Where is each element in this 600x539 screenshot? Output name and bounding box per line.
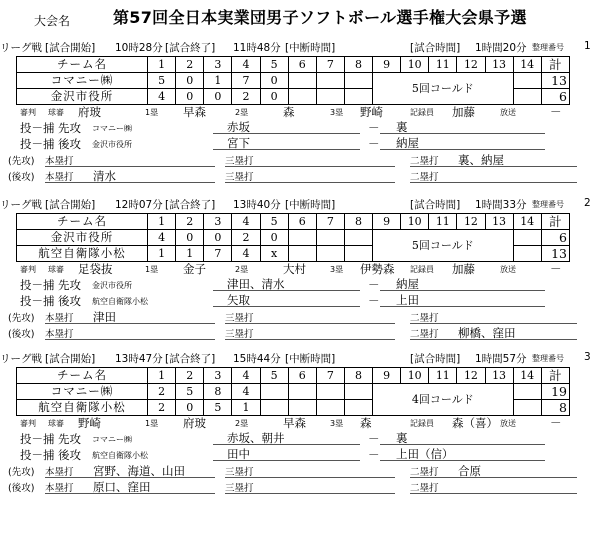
catcher-names: 納屋 [396,136,419,150]
inning-score: 0 [204,89,232,105]
double-field [410,479,577,494]
inning-header: 3 [204,214,232,230]
inning-header: 7 [316,368,344,384]
second-base-umpire: 森 [283,105,295,119]
hr-field [45,325,215,340]
double-field [410,325,577,340]
pitcher-catcher-label: 投－捕 [20,278,55,292]
inning-score [288,400,316,416]
inning-score: 1 [204,73,232,89]
inning-score [316,246,344,262]
inning-score: 4 [148,230,176,246]
dash: － [368,137,380,151]
team-name: コマニー㈱ [17,384,148,400]
team-name: 金沢市役所 [17,89,148,105]
team-total: 8 [541,400,569,416]
hr-label: 本塁打 [45,329,74,340]
second-base-umpire-label: 2塁 [235,108,249,117]
inning-header: 13 [485,57,513,73]
inning-score: 1 [232,400,260,416]
pitcher-catcher-label: 投－捕 [20,448,55,462]
inning-score: x [260,246,288,262]
inning-header: 13 [485,214,513,230]
inning-header: 1 [148,214,176,230]
inning-header: 10 [401,57,429,73]
triple-label: 三塁打 [225,313,254,324]
game-block [0,197,600,353]
inning-score: 0 [176,230,204,246]
pitcher-names: 赤坂 [227,120,250,134]
inning-score [316,73,344,89]
triple-label: 三塁打 [225,329,254,340]
catcher-names: 裏 [396,431,408,445]
recorder: 森（喜） [452,416,498,430]
recorder-label: 記録員 [410,419,434,428]
inning-header: 6 [288,57,316,73]
called-game-note: 4回コールド [373,384,514,416]
league-label: リーグ戦 [0,353,42,365]
inning-header: 12 [457,368,485,384]
catcher-field [380,292,545,307]
inning-header: 3 [204,368,232,384]
team-total: 13 [541,73,569,89]
inning-score: 7 [232,73,260,89]
battery-team-name: コマニー㈱ [92,435,132,444]
score-table [16,56,570,105]
inning-score [288,384,316,400]
catcher-field [380,276,545,291]
pitcher-names: 宮下 [227,136,250,150]
end-time: 13時40分 [233,199,281,211]
triple-field [225,152,395,167]
hr-players: 津田 [93,310,116,324]
bottom-label: 後攻 [58,448,81,462]
team-name-header: チーム名 [17,214,148,230]
top-label: 先攻 [58,278,81,292]
inning-score-14 [513,89,541,105]
battery-team-name: 航空自衛隊小松 [92,297,148,306]
called-game-note: 5回コールド [373,73,514,105]
inning-header: 5 [260,368,288,384]
end-time: 11時48分 [233,42,281,54]
triple-field [225,309,395,324]
pitcher-names: 矢取 [227,293,250,307]
inning-header: 2 [176,57,204,73]
umpire-label: 審判 [20,265,36,274]
hr-label: 本塁打 [45,172,74,183]
duration-label: [試合時間] [410,42,461,54]
pitcher-catcher-label: 投－捕 [20,294,55,308]
double-players: 裏、納屋 [458,153,504,167]
broadcast-label: 放送 [500,419,516,428]
team-row [17,73,570,89]
team-name: 航空自衛隊小松 [17,246,148,262]
double-label: 二塁打 [410,313,439,324]
end-time: 15時44分 [233,353,281,365]
team-total: 6 [541,230,569,246]
total-header: 計 [541,214,569,230]
header-row [17,57,570,73]
team-name-header: チーム名 [17,57,148,73]
inning-score [316,400,344,416]
inning-score-14 [513,246,541,262]
recorder: 加藤 [452,105,475,119]
plate-umpire: 足袋抜 [78,262,113,276]
first-base-umpire: 府玻 [183,416,206,430]
pitcher-catcher-label: 投－捕 [20,432,55,446]
catcher-field [380,446,545,461]
score-table [16,367,570,416]
end-label: [試合終了] [165,42,216,54]
catcher-names: 納屋 [396,277,419,291]
top-paren-label: (先攻) [8,467,35,478]
inning-header: 10 [401,368,429,384]
inning-score [316,384,344,400]
catcher-field [380,119,545,134]
game-number: 2 [584,197,591,209]
hr-players: 原口、窪田 [93,480,151,494]
hr-players: 宮野、海道、山田 [93,464,185,478]
end-label: [試合終了] [165,199,216,211]
header-row [17,214,570,230]
broadcast-label: 放送 [500,265,516,274]
pitcher-catcher-label: 投－捕 [20,137,55,151]
team-row [17,230,570,246]
pitcher-names: 赤坂、朝井 [227,431,285,445]
inning-header: 14 [513,214,541,230]
double-label: 二塁打 [410,156,439,167]
duration-label: [試合時間] [410,199,461,211]
plate-umpire-label: 球審 [48,265,64,274]
team-name: 航空自衛隊小松 [17,400,148,416]
interrupt-label: [中断時間] [285,199,336,211]
tournament-label: 大会名 [34,14,71,28]
catcher-names: 上田 [396,293,419,307]
pitcher-names: 津田、清水 [227,277,285,291]
second-base-umpire: 大村 [283,262,306,276]
dash: － [368,294,380,308]
double-players: 柳橋、窪田 [458,326,516,340]
inning-header: 11 [429,368,457,384]
inning-score: 5 [148,73,176,89]
inning-score [344,89,372,105]
battery-team-name: 金沢市役所 [92,281,132,290]
inning-header: 9 [373,57,401,73]
start-label: [試合開始] [45,353,96,365]
hr-field [45,152,215,167]
inning-header: 11 [429,57,457,73]
top-label: 先攻 [58,432,81,446]
team-name-header: チーム名 [17,368,148,384]
league-label: リーグ戦 [0,42,42,54]
inning-header: 9 [373,214,401,230]
double-players: 合原 [458,464,481,478]
top-label: 先攻 [58,121,81,135]
inning-score: 0 [260,73,288,89]
pitcher-field [213,430,360,445]
number-label: 整理番号 [532,200,564,209]
inning-header: 3 [204,57,232,73]
broadcast-label: 放送 [500,108,516,117]
triple-label: 三塁打 [225,172,254,183]
recorder-label: 記録員 [410,108,434,117]
score-table [16,213,570,262]
second-base-umpire-label: 2塁 [235,265,249,274]
umpire-label: 審判 [20,108,36,117]
hr-label: 本塁打 [45,156,74,167]
triple-field [225,479,395,494]
team-total: 19 [541,384,569,400]
inning-header: 4 [232,57,260,73]
top-paren-label: (先攻) [8,156,35,167]
start-label: [試合開始] [45,42,96,54]
catcher-names: 裏 [396,120,408,134]
inning-score [288,246,316,262]
inning-score [288,230,316,246]
inning-header: 8 [344,214,372,230]
recorder-label: 記録員 [410,265,434,274]
triple-label: 三塁打 [225,156,254,167]
start-time: 12時07分 [115,199,163,211]
inning-header: 11 [429,214,457,230]
pitcher-field [213,276,360,291]
inning-header: 14 [513,57,541,73]
team-total: 6 [541,89,569,105]
inning-score [260,400,288,416]
pitcher-field [213,446,360,461]
inning-score: 0 [176,73,204,89]
inning-header: 8 [344,57,372,73]
team-name: 金沢市役所 [17,230,148,246]
plate-umpire: 府玻 [78,105,101,119]
hr-players: 清水 [93,169,116,183]
second-base-umpire: 早森 [283,416,306,430]
duration-time: 1時間57分 [475,353,527,365]
interrupt-label: [中断時間] [285,353,336,365]
inning-header: 2 [176,368,204,384]
third-base-umpire: 森 [360,416,372,430]
dash: － [368,432,380,446]
triple-field [225,168,395,183]
inning-header: 5 [260,214,288,230]
inning-header: 13 [485,368,513,384]
third-base-umpire: 伊勢森 [360,262,395,276]
inning-score [316,89,344,105]
double-field [410,463,577,478]
inning-header: 4 [232,368,260,384]
battery-team-name: コマニー㈱ [92,124,132,133]
duration-time: 1時間20分 [475,42,527,54]
inning-score: 4 [148,89,176,105]
broadcaster: － [550,416,562,430]
inning-header: 4 [232,214,260,230]
inning-header: 7 [316,57,344,73]
battery-team-name: 金沢市役所 [92,140,132,149]
first-base-umpire-label: 1塁 [145,419,159,428]
double-label: 二塁打 [410,329,439,340]
duration-label: [試合時間] [410,353,461,365]
battery-team-name: 航空自衛隊小松 [92,451,148,460]
inning-score [288,73,316,89]
inning-header: 7 [316,214,344,230]
inning-header: 1 [148,57,176,73]
called-game-note: 5回コールド [373,230,514,262]
page-title: 第57回全日本実業団男子ソフトボール選手権大会県予選 [113,8,527,27]
game-block [0,40,600,196]
inning-header: 12 [457,57,485,73]
inning-score: 1 [148,246,176,262]
double-field [410,309,577,324]
inning-score: 0 [260,230,288,246]
number-label: 整理番号 [532,43,564,52]
team-total: 13 [541,246,569,262]
inning-score: 0 [204,230,232,246]
pitcher-field [213,135,360,150]
hr-field [45,309,215,324]
triple-field [225,325,395,340]
third-base-umpire-label: 3塁 [330,108,344,117]
inning-header: 2 [176,214,204,230]
inning-score-14 [513,230,541,246]
number-label: 整理番号 [532,354,564,363]
inning-score-14 [513,384,541,400]
start-time: 10時28分 [115,42,163,54]
second-base-umpire-label: 2塁 [235,419,249,428]
inning-header: 1 [148,368,176,384]
inning-score [316,230,344,246]
inning-score: 0 [176,400,204,416]
inning-score [344,384,372,400]
inning-score [344,246,372,262]
inning-header: 8 [344,368,372,384]
plate-umpire-label: 球審 [48,419,64,428]
inning-score [344,400,372,416]
game-number: 1 [584,40,591,52]
team-name: コマニー㈱ [17,73,148,89]
inning-score [260,384,288,400]
inning-score: 2 [232,89,260,105]
inning-score [344,73,372,89]
start-label: [試合開始] [45,199,96,211]
top-paren-label: (先攻) [8,313,35,324]
inning-header: 6 [288,368,316,384]
triple-label: 三塁打 [225,483,254,494]
inning-score: 2 [148,400,176,416]
double-label: 二塁打 [410,483,439,494]
triple-field [225,463,395,478]
first-base-umpire: 早森 [183,105,206,119]
inning-header: 12 [457,214,485,230]
inning-score: 2 [148,384,176,400]
bottom-paren-label: (後攻) [8,172,35,183]
inning-header: 6 [288,214,316,230]
inning-score [344,230,372,246]
dash: － [368,121,380,135]
recorder: 加藤 [452,262,475,276]
pitcher-field [213,119,360,134]
inning-score: 0 [176,89,204,105]
catcher-field [380,135,545,150]
third-base-umpire-label: 3塁 [330,265,344,274]
game-number: 3 [584,351,591,363]
broadcaster: － [550,262,562,276]
hr-label: 本塁打 [45,483,74,494]
team-row [17,384,570,400]
duration-time: 1時間33分 [475,199,527,211]
inning-score: 7 [204,246,232,262]
inning-header: 9 [373,368,401,384]
inning-header: 10 [401,214,429,230]
inning-score [288,89,316,105]
catcher-names: 上田（信） [396,447,454,461]
bottom-label: 後攻 [58,294,81,308]
broadcaster: － [550,105,562,119]
double-label: 二塁打 [410,172,439,183]
double-label: 二塁打 [410,467,439,478]
inning-score: 4 [232,246,260,262]
bottom-paren-label: (後攻) [8,483,35,494]
first-base-umpire: 金子 [183,262,206,276]
umpire-label: 審判 [20,419,36,428]
inning-score: 5 [176,384,204,400]
hr-label: 本塁打 [45,467,74,478]
total-header: 計 [541,57,569,73]
game-block [0,351,600,507]
dash: － [368,278,380,292]
double-field [410,168,577,183]
hr-label: 本塁打 [45,313,74,324]
hr-field [45,168,215,183]
dash: － [368,448,380,462]
interrupt-label: [中断時間] [285,42,336,54]
inning-score: 1 [176,246,204,262]
inning-score: 4 [232,384,260,400]
catcher-field [380,430,545,445]
inning-score-14 [513,73,541,89]
inning-score: 8 [204,384,232,400]
total-header: 計 [541,368,569,384]
hr-field [45,463,215,478]
hr-field [45,479,215,494]
plate-umpire-label: 球審 [48,108,64,117]
triple-label: 三塁打 [225,467,254,478]
header-row [17,368,570,384]
inning-score: 0 [260,89,288,105]
first-base-umpire-label: 1塁 [145,265,159,274]
pitcher-field [213,292,360,307]
bottom-paren-label: (後攻) [8,329,35,340]
double-field [410,152,577,167]
pitcher-names: 田中 [227,447,250,461]
inning-score-14 [513,400,541,416]
end-label: [試合終了] [165,353,216,365]
start-time: 13時47分 [115,353,163,365]
pitcher-catcher-label: 投－捕 [20,121,55,135]
third-base-umpire-label: 3塁 [330,419,344,428]
first-base-umpire-label: 1塁 [145,108,159,117]
league-label: リーグ戦 [0,199,42,211]
inning-header: 5 [260,57,288,73]
third-base-umpire: 野崎 [360,105,383,119]
bottom-label: 後攻 [58,137,81,151]
inning-score: 2 [232,230,260,246]
inning-header: 14 [513,368,541,384]
plate-umpire: 野崎 [78,416,101,430]
inning-score: 5 [204,400,232,416]
